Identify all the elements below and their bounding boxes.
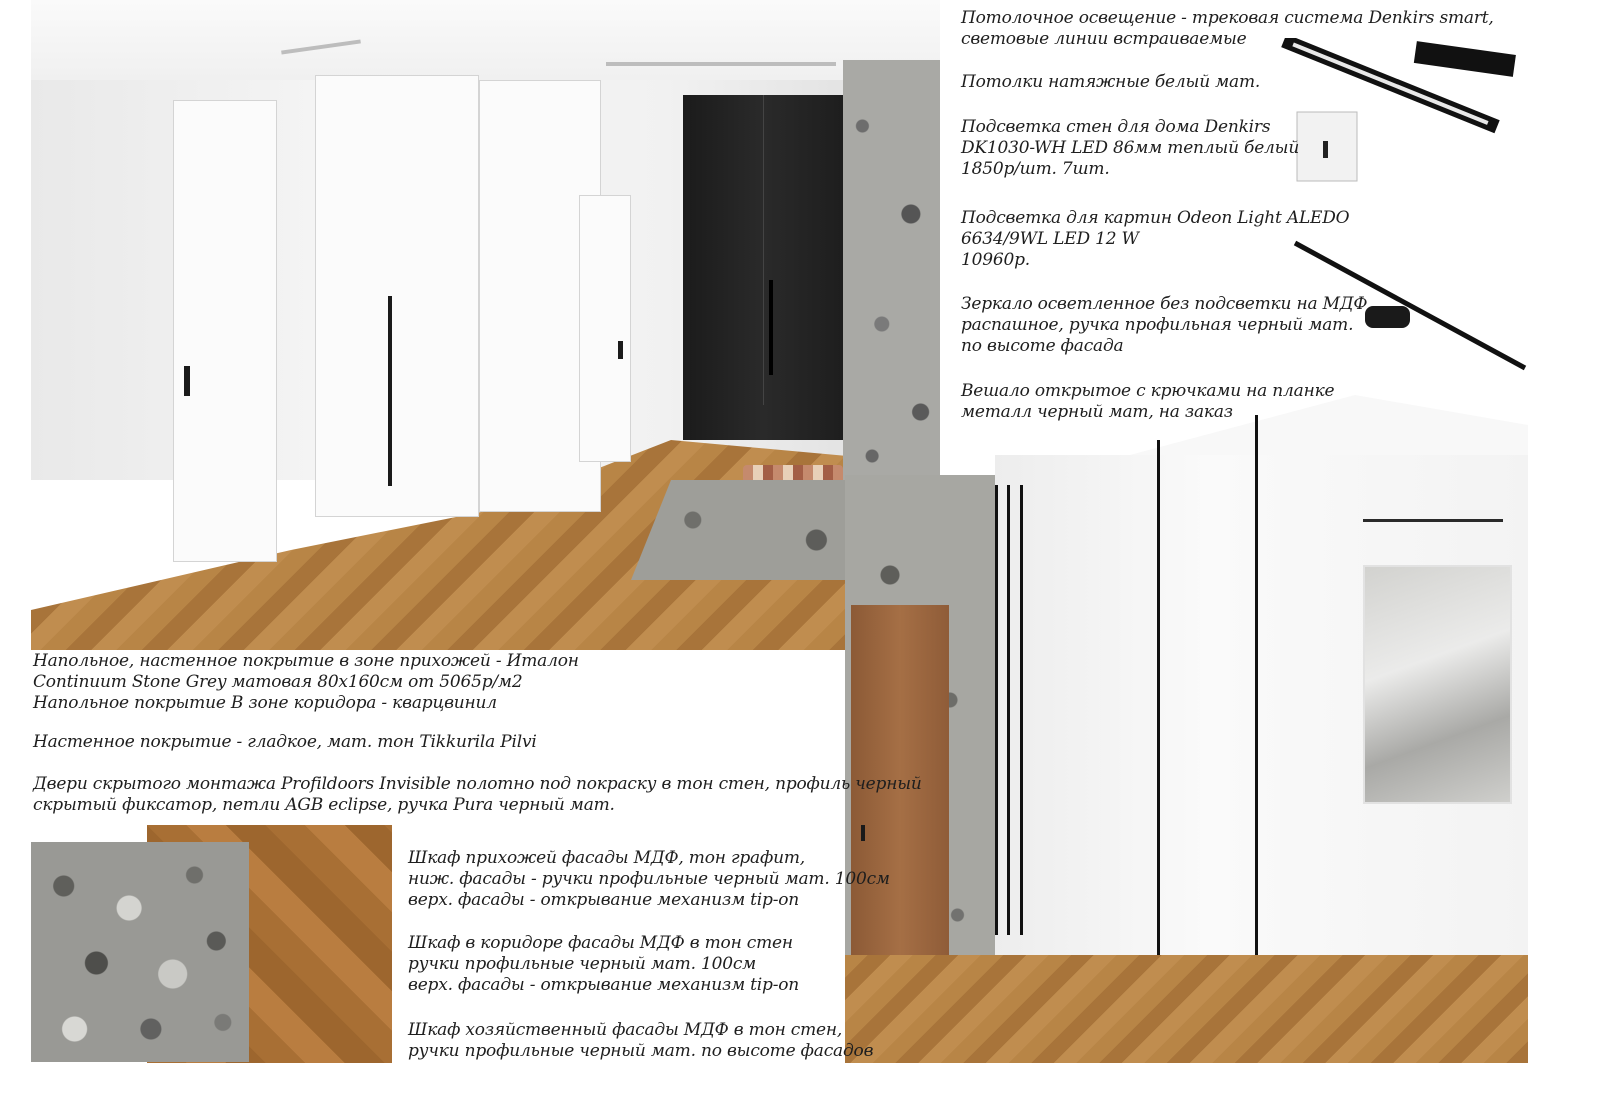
door-handle — [861, 825, 865, 841]
render-hallway — [31, 0, 940, 650]
door-handle — [184, 366, 190, 396]
hanger-bar — [1007, 485, 1010, 935]
note-utility-wardrobe: Шкаф хозяйственный фасады МДФ в тон стен, ручки профильные черный мат. по высоте фасадов — [408, 1020, 874, 1061]
note-corridor-wardrobe: Шкаф в коридоре фасады МДФ в тон стен ручки профильные черный мат. 100см верх. фасады - открывание механизм tip-on — [408, 933, 800, 995]
hallway-ceiling — [31, 0, 940, 80]
note-floor-wall: Напольное, настенное покрытие в зоне прихожей - Италон Continuum Stone Grey матовая 80х160см от 5065р/м2 Напольное покрытие В зоне коридора - кварцвинил — [33, 651, 579, 713]
picture-light — [1363, 519, 1503, 522]
note-doors: Двери скрытого монтажа Profildoors Invisible полотно под покраску в тон стен, профиль черный скрытый фиксатор, петли AGB eclipse, ручка Pura черный мат. — [33, 774, 922, 815]
note-wall-light: Подсветка стен для дома Denkirs DK1030-WH LED 86мм теплый белый 1850р/шт. 7шт. — [961, 117, 1300, 179]
wall-light-icon — [1296, 111, 1358, 182]
ceiling-track — [606, 62, 836, 66]
note-hall-wardrobe: Шкаф прихожей фасады МДФ, тон графит, ниж. фасады - ручки профильные черный мат. 100см верх. фасады - открывание механизм tip-on — [408, 848, 890, 910]
mirror — [1363, 565, 1512, 804]
hidden-door-left — [173, 100, 277, 562]
hanger-bar — [1020, 485, 1023, 935]
note-hanger: Вешало открытое с крючками на планке металл черный мат, на заказ — [961, 381, 1335, 422]
corridor-wardrobe — [315, 75, 479, 517]
hanger-bar — [995, 485, 998, 935]
note-picture-light: Подсветка для картин Odeon Light ALEDO 6634/9WL LED 12 W 10960р. — [961, 208, 1350, 270]
note-mirror: Зеркало осветленное без подсветки на МДФ распашное, ручка профильная черный мат. по высоте фасада — [961, 294, 1368, 356]
stone-sample — [31, 842, 249, 1062]
wardrobe-handle — [1255, 415, 1258, 1010]
note-wall-finish: Настенное покрытие - гладкое, мат. тон Tikkurila Pilvi — [33, 732, 537, 752]
wardrobe-handle — [1157, 440, 1160, 960]
render-corridor — [845, 395, 1528, 1063]
wardrobe-handle — [388, 296, 392, 486]
note-ceiling-lighting: Потолочное освещение - трековая система Denkirs smart, световые линии встраиваемые — [961, 8, 1494, 49]
note-ceilings: Потолки натяжные белый мат. — [961, 72, 1261, 92]
graphite-wardrobe — [683, 95, 843, 440]
corridor-floor — [845, 955, 1528, 1063]
door-handle — [618, 341, 623, 359]
hidden-door-right — [579, 195, 631, 462]
wardrobe-handle — [769, 280, 773, 375]
